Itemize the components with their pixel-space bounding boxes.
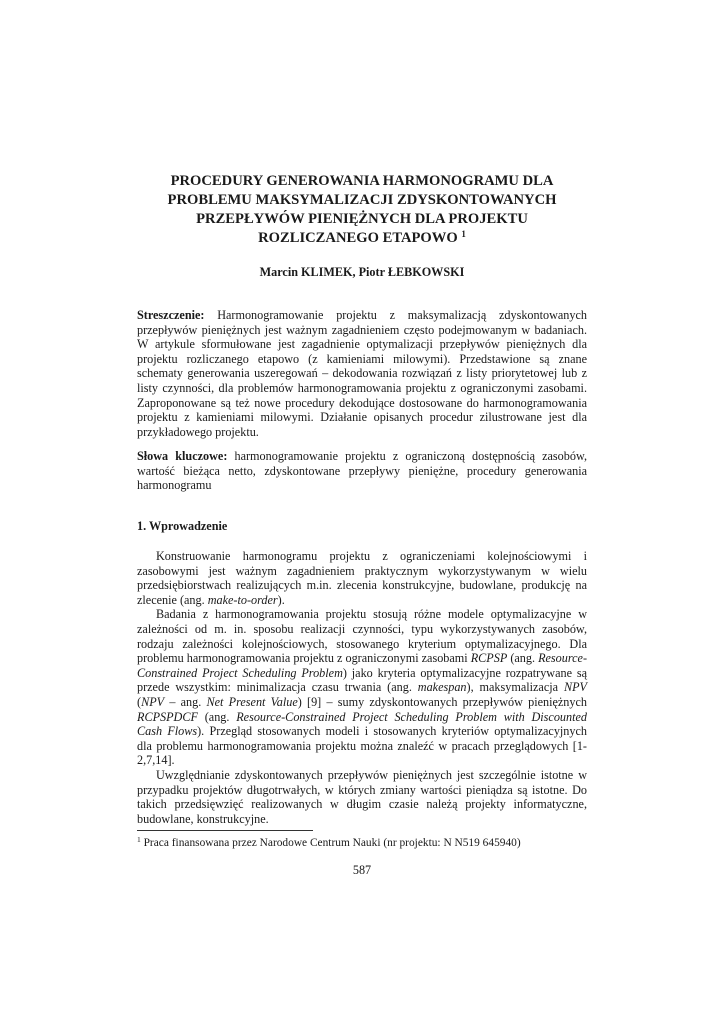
title-line: PROCEDURY GENEROWANIA HARMONOGRAMU DLA [170,173,554,189]
footnote-divider [137,830,313,831]
title-line: PRZEPŁYWÓW PIENIĘŻNYCH DLA PROJEKTU [196,211,528,227]
title-line: ROZLICZANEGO ETAPOWO [258,230,458,246]
paragraph-1: Konstruowanie harmonogramu projektu z ograniczeniami kolejnościowymi i zasobowymi jest ważnym zagadnieniem praktycznym wykorzystywanym w wielu przedsiębiorstwach realizujących m.in. zlecenia konstrukcyjne, budowlane, produkcję na zlecenie (ang. make-to-order). [137,549,587,607]
section-body [137,549,587,826]
section-heading: 1. Wprowadzenie [137,519,228,533]
footnote [137,836,587,850]
footnote-text: Praca finansowana przez Narodowe Centrum Nauki (nr projektu: N N519 645940) [140,837,521,849]
paragraph-2: Badania z harmonogramowania projektu stosują różne modele optymalizacyjne w zależności od m. in. sposobu realizacji czynności, typu wykorzystywanych zasobów, rodzaju zależności kolejnościowych, stosowanego kryterium optymalizacyjnego. Dla problemu harmonogramowania projektu z ograniczonymi zasobami RCPSP (ang. Resource-Constrained Project Scheduling Problem) jako kryteria optymalizacyjne rozpatrywane są przede wszystkim: minimalizacja czasu trwania (ang. makespan), maksymalizacja NPV (NPV – ang. Net Present Value) [9] – sumy zdyskontowanych przepływów pieniężnych RCPSPDCF (ang. Resource-Constrained Project Scheduling Problem with Discounted Cash Flows). Przegląd stosowanych modeli i stosowanych kryteriów optymalizacyjnych dla problemu harmonogramowania projektu można znaleźć w pracach przeglądowych [1-2,7,14]. [137,607,588,768]
paragraph-3: Uwzględnianie zdyskontowanych przepływów pieniężnych jest szczególnie istotne w przypadku projektów długotrwałych, w których zmiany wartości pieniądza są istotne. Do takich przedsięwzięć realizowanych w długim czasie należą projekty informatyczne, budowlane, konstrukcyjne. [137,767,587,826]
title-footnote-mark: 1 [461,229,466,239]
abstract [137,308,587,439]
keywords [137,449,587,493]
paper-title [140,172,584,248]
footnote-mark: 1 [137,835,141,844]
abstract-text: Harmonogramowanie projektu z maksymalizacją zdyskontowanych przepływów pieniężnych jest ważnym zagadnieniem często podejmowanym w badaniach. W artykule sformułowane jest zagadnienie optymalizacji przepływów pieniężnych dla projektu rozliczanego etapowo (z kamieniami milowymi). Przedstawione są znane schematy generowania uszeregowań – dekodowania rozwiązań z listy priorytetowej lub z listy czynności, dla problemów harmonogramowania projektu z ograniczonymi zasobami. Zaproponowane są też nowe procedury dekodujące dostosowane do harmonogramowania projektu z kamieniami milowymi. Działanie opisanych procedur zilustrowane jest dla przykładowego projektu. [137,308,587,439]
abstract-label: Streszczenie: [137,308,205,322]
keywords-label: Słowa kluczowe: [137,449,228,463]
authors: Marcin KLIMEK, Piotr ŁEBKOWSKI [259,265,465,279]
page-number: 587 [352,863,372,877]
keywords-text: harmonogramowanie projektu z ograniczoną dostępnością zasobów, wartość bieżąca netto, zdyskontowane przepływy pieniężne, procedury generowania harmonogramu [137,449,588,493]
title-line: PROBLEMU MAKSYMALIZACJI ZDYSKONTOWANYCH [167,192,557,208]
